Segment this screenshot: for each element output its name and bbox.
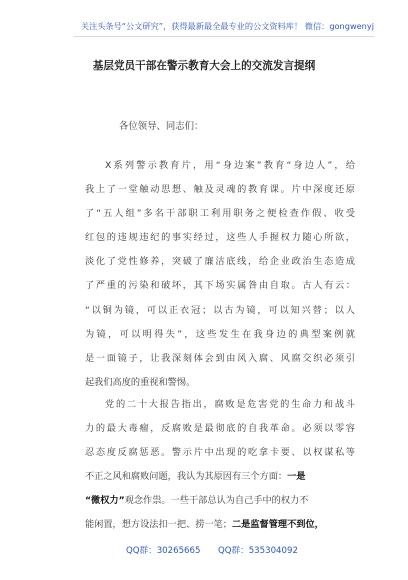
header-promo-text: 关注头条号“公文研究”，获得最新最全最专业的公文资料库！ 微信：gongwenyj — [80, 21, 374, 31]
paragraph-line-text: 能闲置，想方设法扣一把、捞一笔； — [85, 519, 232, 531]
paragraph-line — [85, 489, 355, 513]
paragraph-2 — [85, 393, 355, 538]
paragraph-line: 了严重的污染和破坏，其下场实属咎由自取。古人有云： — [85, 280, 355, 292]
paragraph-line — [85, 465, 355, 489]
greeting: 各位领导、同志们： — [119, 121, 204, 132]
paragraph-1 — [85, 154, 355, 395]
paragraph-line-text: 不正之风和腐败问题，我认为其原因有三个方面： — [85, 471, 288, 483]
paragraph-line: 起我们高度的重视和警惕。 — [85, 376, 196, 388]
footer-qq-group-1: QQ群：30265665 — [126, 546, 201, 556]
paragraph-line: 红包的违规违纪的事实经过，这些人手握权力随心所欲， — [85, 232, 355, 244]
paragraph-line: 忍态度反腐惩恶。警示片中出现的吃拿卡要、以权谋私等 — [85, 447, 355, 459]
paragraph-line-text: 观念作祟。一些干部总认为自己手中的权力不 — [124, 495, 309, 507]
document-title: 基层党员干部在警示教育大会上的交流发言提纲 — [92, 60, 316, 72]
paragraph-line: 为镜，可以明得失”，这些发生在我身边的典型案例就 — [85, 328, 355, 340]
paragraph-line: “以铜为镜，可以正衣冠；以古为镜，可以知兴替；以人 — [85, 304, 355, 316]
paragraph-line: X系列警示教育片，用“身边案”教育“身边人”，给 — [105, 160, 355, 171]
paragraph-line: 党的二十大报告指出，腐败是危害党的生命力和战斗 — [105, 399, 355, 410]
paragraph-line — [85, 513, 355, 537]
paragraph-line: 了“五人组”多名干部职工利用职务之便检查作假、收受 — [85, 208, 355, 220]
bold-phrase: “微权力” — [85, 495, 125, 507]
bold-phrase: 二是监督管理不到位， — [232, 519, 324, 531]
paragraph-line: 我上了一堂触动思想、触及灵魂的教育课。片中深度还原 — [85, 184, 355, 196]
paragraph-line: 力的最大毒瘤，反腐败是最彻底的自我革命。必须以零容 — [85, 423, 355, 435]
paragraph-line: 淡化了党性修养，突破了廉洁底线，给企业政治生态造成 — [85, 256, 355, 268]
paragraph-line: 是一面镜子，让我深刻体会到由风入腐、风腐交织必须引 — [85, 352, 355, 364]
bold-phrase: 一是 — [287, 471, 306, 483]
footer-qq-group-2: QQ群：535304092 — [218, 546, 298, 556]
header-bar — [74, 17, 374, 37]
